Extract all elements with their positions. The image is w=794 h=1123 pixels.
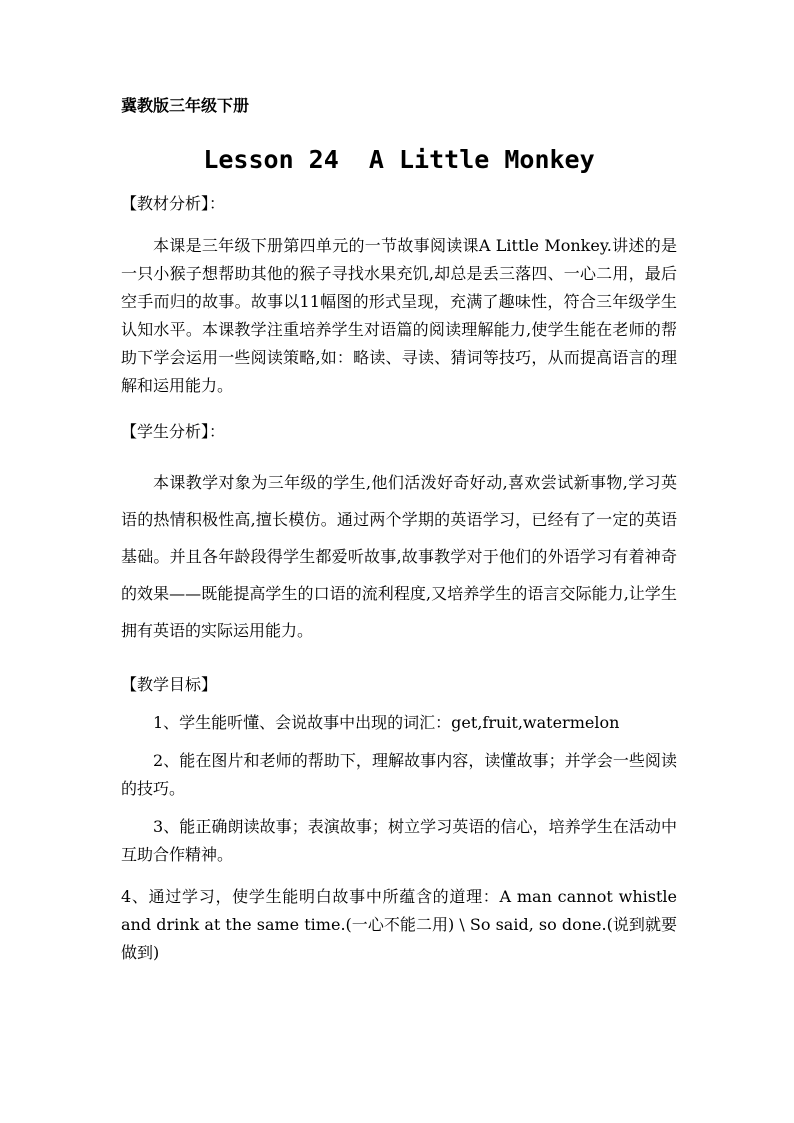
objective-item: 1、学生能听懂、会说故事中出现的词汇：get,fruit,watermelon bbox=[153, 713, 620, 732]
document-page bbox=[121, 92, 677, 977]
objectives-heading: 【教学目标】 bbox=[121, 675, 218, 694]
materials-paragraph: 本课是三年级下册第四单元的一节故事阅读课A Little Monkey.讲述的是一只小猴子想帮助其他的猴子寻找水果充饥,却总是丢三落四、一心二用，最后空手而归的故事。故事以11幅图的形式呈现，充满了趣味性，符合三年级学生认知水平。本课教学注重培养学生对语篇的阅读理解能力,使学生能在老师的帮助下学会运用一些阅读策略,如：略读、寻读、猜词等技巧，从而提高语言的理解和运用能力。 bbox=[121, 236, 677, 395]
document-subtitle: 冀教版三年级下册 bbox=[121, 96, 250, 115]
objective-item: 3、能正确朗读故事；表演故事；树立学习英语的信心，培养学生在活动中互助合作精神。 bbox=[121, 817, 677, 864]
document-title: Lesson 24 A Little Monkey bbox=[203, 145, 595, 174]
objective-item: 4、通过学习，使学生能明白故事中所蕴含的道理：A man cannot whistle and drink at the same time.(一心不能二用) \ So said, so done.(说到就要做到) bbox=[121, 887, 677, 962]
students-heading: 【学生分析】： bbox=[121, 422, 226, 441]
objective-item: 2、能在图片和老师的帮助下，理解故事内容，读懂故事；并学会一些阅读的技巧。 bbox=[121, 751, 677, 798]
students-paragraph: 本课教学对象为三年级的学生,他们活泼好奇好动,喜欢尝试新事物,学习英语的热情积极性高,擅长模仿。通过两个学期的英语学习，已经有了一定的英语基础。并且各年龄段得学生都爱听故事,故事教学对于他们的外语学习有着神奇的效果——既能提高学生的口语的流利程度,又培养学生的语言交际能力,让学生拥有英语的实际运用能力。 bbox=[121, 473, 677, 640]
materials-heading: 【教材分析】： bbox=[121, 194, 226, 213]
